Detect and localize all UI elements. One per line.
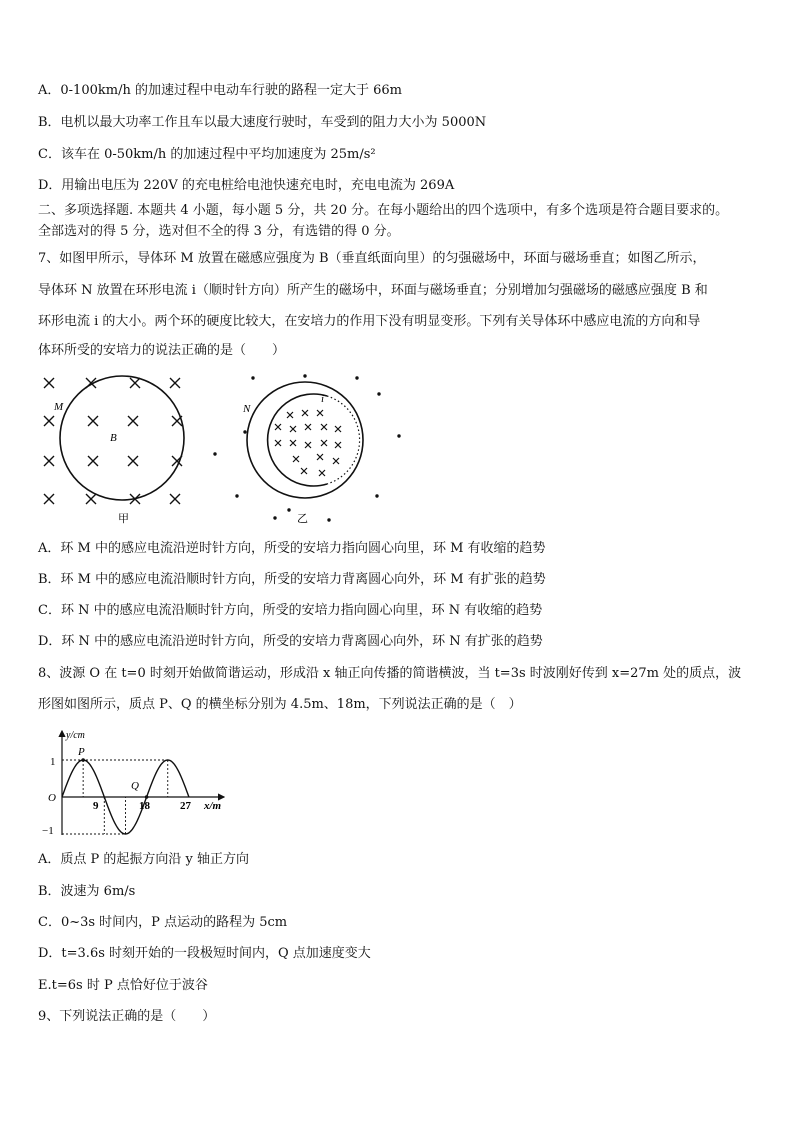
inner-field-crosses [275, 410, 341, 476]
y-tick-pos1: 1 [50, 756, 56, 768]
q6-option-c: C．该车在 0-50km/h 的加速过程中平均加速度为 25m/s² [38, 147, 376, 162]
q7-option-c: C．环 N 中的感应电流沿顺时针方向，所受的安培力指向圆心向里，环 N 有收缩的趋势 [38, 603, 543, 618]
q7-stem-line2: 导体环 N 放置在环形电流 i（顺时针方向）所产生的磁场中，环面与磁场垂直；分别增加匀强磁场的磁感应强度 B 和 [38, 283, 708, 298]
wave-graph [34, 725, 234, 840]
q7-stem-line1: 7、如图甲所示，导体环 M 放置在磁感应强度为 B（垂直纸面向里）的匀强磁场中，环面与磁场垂直；如图乙所示， [38, 251, 706, 266]
x-tick-9: 9 [93, 800, 99, 812]
caption-yi: 乙 [297, 513, 308, 525]
current-loop [268, 394, 327, 486]
q7-stem-line4: 体环所受的安培力的说法正确的是（ ） [38, 343, 286, 358]
field-b-label: B [110, 432, 117, 444]
point-p-marker [81, 758, 85, 762]
figure-yi [205, 370, 415, 530]
ring-m [60, 376, 184, 500]
y-axis-label: y/cm [66, 730, 85, 741]
q7-stem-line3: 环形电流 i 的大小。两个环的硬度比较大，在安培力的作用下没有明显变形。下列有关导体环中感应电流的方向和导 [38, 314, 701, 329]
point-q-label: Q [131, 780, 139, 792]
q8-option-d: D．t=3.6s 时刻开始的一段极短时间内，Q 点加速度变大 [38, 946, 371, 961]
current-i-label: i [321, 393, 325, 405]
q8-option-b: B．波速为 6m/s [38, 884, 136, 899]
caption-jia: 甲 [118, 513, 129, 525]
q8-stem-line2: 形图如图所示，质点 P、Q 的横坐标分别为 4.5m、18m，下列说法正确的是（ ） [38, 697, 522, 712]
x-tick-18: 18 [139, 800, 150, 812]
q6-option-d: D．用输出电压为 220V 的充电桩给电池快速充电时，充电电流为 269A [38, 178, 455, 193]
q7-option-a: A．环 M 中的感应电流沿逆时针方向，所受的安培力指向圆心向里，环 M 有收缩的趋势 [38, 541, 546, 556]
point-p-label: P [78, 746, 85, 758]
q8-option-c: C．0~3s 时间内，P 点运动的路程为 5cm [38, 915, 288, 930]
section2-line2: 全部选对的得 5 分，选对但不全的得 3 分，有选错的得 0 分。 [38, 224, 400, 239]
q9-stem: 9、下列说法正确的是（ ） [38, 1009, 216, 1024]
q7-option-b: B．环 M 中的感应电流沿顺时针方向，所受的安培力背离圆心向外，环 M 有扩张的趋势 [38, 572, 546, 587]
outer-field-dots [213, 374, 400, 521]
ring-n-label: N [243, 403, 251, 415]
ring-m-label: M [54, 401, 64, 413]
x-axis-label: x/m [204, 800, 222, 812]
q7-option-d: D．环 N 中的感应电流沿逆时针方向，所受的安培力背离圆心向外，环 N 有扩张的趋势 [38, 634, 543, 649]
q6-option-a: A．0-100km/h 的加速过程中电动车行驶的路程一定大于 66m [38, 83, 402, 98]
q8-stem-line1: 8、波源 O 在 t=0 时刻开始做简谐运动，形成沿 x 轴正向传播的简谐横波，当 t=3s 时波刚好传到 x=27m 处的质点，波 [38, 666, 742, 681]
ring-n [247, 382, 363, 498]
figure-jia [38, 370, 198, 530]
q8-option-a: A．质点 P 的起振方向沿 y 轴正方向 [38, 852, 250, 867]
origin-label: O [48, 792, 56, 804]
point-q-marker [145, 795, 149, 799]
q6-option-b: B．电机以最大功率工作且车以最大速度行驶时，车受到的阻力大小为 5000N [38, 115, 487, 130]
q8-option-e: E.t=6s 时 P 点恰好位于波谷 [38, 978, 208, 993]
y-tick-neg1: −1 [42, 825, 54, 837]
x-tick-27: 27 [180, 800, 191, 812]
section2-line1: 二、多项选择题. 本题共 4 小题，每小题 5 分，共 20 分。在每小题给出的四个选项中，有多个选项是符合题目要求的。 [38, 203, 729, 218]
